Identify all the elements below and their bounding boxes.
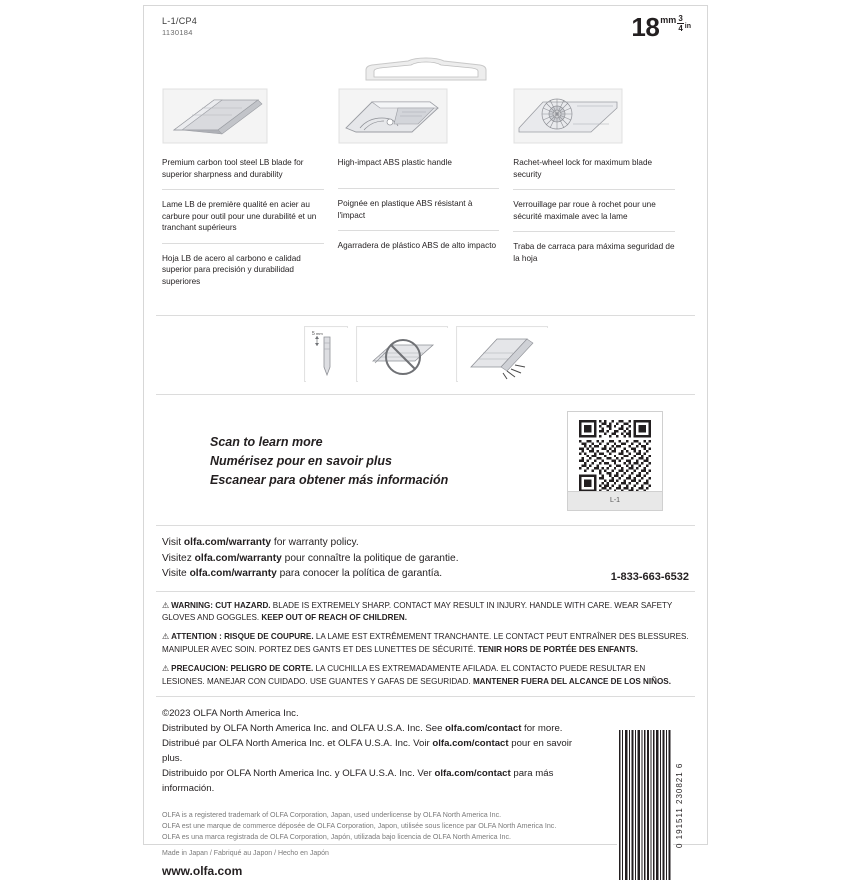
header — [156, 14, 695, 54]
warranty-fr-link[interactable]: olfa.com/warranty — [194, 552, 282, 564]
blade-illustration-icon — [162, 88, 268, 144]
feature-text-en: High-impact ABS plastic handle — [338, 157, 500, 189]
warranty-en-post: for warranty policy. — [271, 537, 359, 548]
size-number: 18 — [631, 12, 660, 42]
warranty-es-pre: Visite — [162, 568, 190, 579]
distributor-line-es — [162, 766, 582, 796]
warning-row-en — [162, 600, 689, 625]
features-row — [156, 88, 695, 305]
made-in-line: Made in Japan / Fabriqué au Japon / Hecho en Japón — [162, 849, 329, 857]
feature-text-es: Hoja LB de acero al carbono e calidad superior para precisión y durabilidad superiores — [162, 253, 301, 286]
barcode — [617, 730, 689, 880]
warnings-section — [156, 592, 695, 697]
distributor-es-link[interactable]: olfa.com/contact — [434, 767, 511, 779]
distributor-en-link[interactable]: olfa.com/contact — [445, 722, 522, 734]
feature-text-fr: Verrouillage par roue à rochet pour une sécurité maximale avec la lame — [513, 199, 675, 232]
sku-number: 1130184 — [162, 28, 193, 37]
warning-row-es — [162, 663, 689, 688]
trademark-note-en: OLFA is a registered trademark of OLFA Corporation, Japan, used underlicense by OLFA North America Inc. — [162, 810, 502, 819]
size-fraction-bottom: 4 — [678, 24, 683, 33]
distributor-fr-link[interactable]: olfa.com/contact — [432, 737, 509, 749]
warning-triangle-icon: ⚠ — [162, 600, 170, 610]
distributor-en-post: for more. — [521, 722, 563, 734]
usage-icons-strip — [156, 315, 695, 382]
feature-column-blade — [162, 88, 338, 305]
distributor-es-post: para más información. — [162, 767, 554, 794]
blade-thickness-icon-box — [304, 326, 348, 382]
feature-column-handle — [338, 88, 514, 305]
warning-es-body: LA CUCHILLA ES EXTREMADAMENTE AFILADA. EL CONTACTO PUEDE RESULTAR EN LESIONES. MANEJAR CON CUIDADO. USE GUANTES Y GAFAS DE SEGURIDAD. — [162, 664, 646, 686]
blade-thickness-icon — [305, 327, 349, 383]
snap-blade-icon — [457, 327, 549, 383]
distributor-es-pre: Distribuido por OLFA North America Inc. y OLFA U.S.A. Inc. Ver — [162, 767, 435, 779]
warning-fr-body: LA LAME EST EXTRÊMEMENT TRANCHANTE. LE CONTACT PEUT ENTRAÎNER DES BLESSURES. MANIPULER AVEC SOIN. PORTEZ DES GANTS ET DES LUNETTES DE SÉCURITÉ. — [162, 632, 689, 654]
feature-text-fr: Lame LB de première qualité en acier au carbure pour outil pour une durabilité et un tranchant supérieurs — [162, 199, 324, 244]
scan-instructions — [162, 433, 567, 490]
distributor-en-pre: Distributed by OLFA North America Inc. and OLFA U.S.A. Inc. See — [162, 722, 446, 734]
warning-en-heading: WARNING: CUT HAZARD. — [171, 600, 271, 610]
warranty-en-link[interactable]: olfa.com/warranty — [183, 537, 272, 548]
warranty-line-en — [162, 535, 689, 551]
snap-blade-icon-box — [456, 326, 548, 382]
feature-text-es: Agarradera de plástico ABS de alto impacto — [337, 241, 497, 250]
scan-line-es: Escanear para obtener más información — [210, 472, 449, 487]
feature-text-en: Rachet-wheel lock for maximum blade security — [513, 157, 675, 190]
warranty-es-link[interactable]: olfa.com/warranty — [189, 568, 277, 579]
qr-label: L-1 — [568, 491, 662, 510]
distributor-line-fr — [162, 736, 582, 766]
hang-hole-icon — [364, 56, 488, 82]
scan-line-fr: Numérisez pour en savoir plus — [210, 453, 392, 468]
warning-triangle-icon: ⚠ — [162, 632, 170, 642]
size-fraction-top: 3 — [678, 14, 683, 23]
feature-text-es: Traba de carraca para máxima seguridad de la hoja — [513, 242, 675, 263]
svg-text:5: 5 — [311, 331, 315, 337]
trademark-note-es: OLFA es una marca registrada de OLFA Corporation, Japón, utilizada bajo licencia de OLFA North America Inc. — [162, 832, 511, 841]
warning-es-keepout: MANTENER FUERA DEL ALCANCE DE LOS NIÑOS. — [472, 676, 671, 686]
distributor-fr-post: pour en savoir plus. — [162, 737, 573, 764]
barcode-bars-icon — [617, 730, 673, 880]
ratchet-wheel-illustration-icon — [513, 88, 623, 144]
distributor-fr-pre: Distribué par OLFA North America Inc. et OLFA U.S.A. Inc. Voir — [162, 737, 433, 749]
warranty-es-post: para conocer la política de garantía. — [276, 568, 443, 579]
warranty-fr-post: pour connaître la politique de garantie. — [281, 552, 459, 564]
size-badge — [631, 14, 691, 40]
no-snap-blade-icon — [357, 327, 449, 383]
warning-fr-keepout: TENIR HORS DE PORTÉE DES ENFANTS. — [477, 644, 638, 654]
copyright-line: ©2023 OLFA North America Inc. — [162, 707, 299, 719]
website-url[interactable]: www.olfa.com — [162, 863, 243, 878]
size-unit: mm — [660, 15, 677, 25]
hang-hole-area — [156, 54, 695, 84]
warranty-en-pre: Visit — [162, 537, 184, 548]
warning-es-heading: PRECAUCION: PELIGRO DE CORTE. — [171, 664, 314, 674]
warning-triangle-icon: ⚠ — [162, 664, 170, 674]
size-inch-unit: in — [684, 23, 691, 30]
qr-section — [156, 394, 695, 526]
barcode-digits: 0 191511 230821 6 — [675, 762, 684, 848]
svg-text:mm: mm — [315, 331, 323, 336]
feature-text-en: Premium carbon tool steel LB blade for superior sharpness and durability — [162, 157, 324, 190]
qr-code-icon[interactable] — [576, 420, 654, 492]
handle-illustration-icon — [338, 88, 448, 144]
label-card — [143, 5, 708, 878]
warning-en-body: BLADE IS EXTREMELY SHARP. CONTACT MAY RESULT IN INJURY. HANDLE WITH CARE. WEAR SAFETY GLOVES AND GOGGLES. — [162, 600, 673, 622]
trademark-note-fr: OLFA est une marque de commerce déposée de OLFA Corporation, Japon, utilisée sous licence par OLFA North America Inc. — [162, 821, 557, 830]
warranty-section — [156, 526, 695, 592]
warning-en-keepout: KEEP OUT OF REACH OF CHILDREN. — [261, 612, 407, 622]
scan-line-en: Scan to learn more — [210, 434, 323, 449]
warning-row-fr — [162, 631, 689, 656]
distributor-line-en — [162, 721, 582, 736]
warranty-fr-pre: Visitez — [162, 552, 195, 564]
feature-text-fr: Poignée en plastique ABS résistant à l'impact — [338, 198, 500, 231]
warning-fr-heading: ATTENTION : RISQUE DE COUPURE. — [171, 632, 314, 642]
warranty-line-fr — [162, 551, 689, 567]
support-phone-number[interactable]: 1-833-663-6532 — [610, 570, 689, 583]
size-fraction — [677, 14, 683, 33]
no-snap-icon-box — [356, 326, 448, 382]
qr-code-box[interactable] — [567, 411, 663, 511]
legal-section — [156, 697, 695, 878]
feature-column-ratchet — [513, 88, 689, 305]
sku-code: L-1/CP4 — [162, 16, 198, 26]
